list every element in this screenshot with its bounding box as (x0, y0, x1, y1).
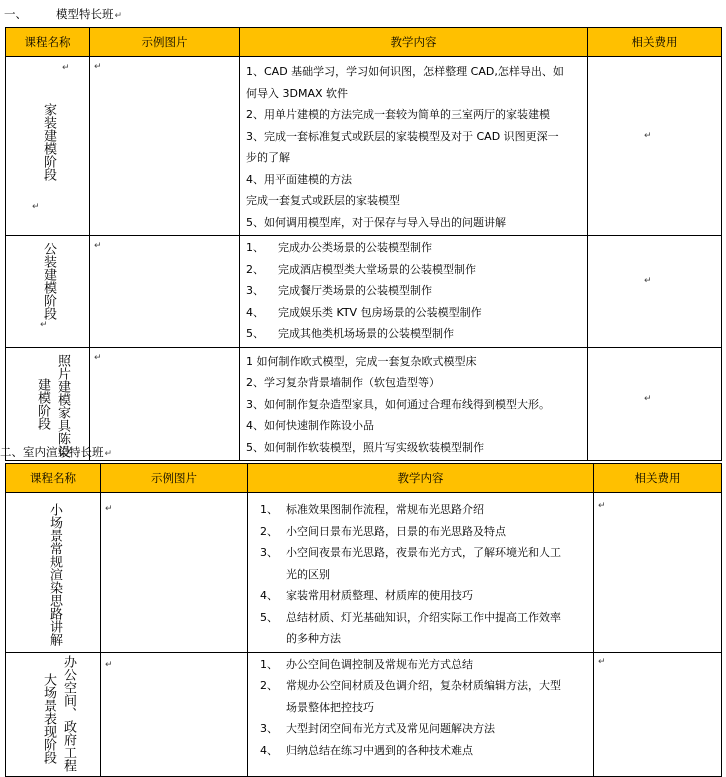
teaching-content-cell (248, 652, 594, 776)
table-row (6, 57, 722, 236)
header-fee: 相关费用 (588, 28, 722, 57)
content-item: 1、 办公空间色调控制及常规布光方式总结 (260, 657, 473, 671)
course-name-cell (6, 652, 101, 776)
example-image-cell: ↵ (90, 57, 240, 236)
content-line: 1、CAD 基础学习，学习如何识图，怎样整理 CAD,怎样导出、如 (246, 65, 564, 78)
fee-cell: ↵ (588, 347, 722, 461)
content-line: 1、 完成办公类场景的公装模型制作 (246, 241, 432, 254)
content-line: 2、 完成酒店模型类大堂场景的公装模型制作 (246, 262, 476, 276)
course-name-line-2: 建模阶段 (35, 377, 50, 430)
course-name-line-1: 照片建模家具陈设 (55, 353, 70, 458)
content-item: 3、 小空间夜景布光思路，夜景布光方式，了解环境光和人工 (260, 546, 561, 559)
example-image-cell: ↵ (101, 493, 248, 653)
content-line: 1 如何制作欧式模型，完成一套复杂欧式模型床 (246, 354, 477, 368)
model-course-table (5, 27, 722, 461)
content-line: 4、 完成娱乐类 KTV 包房场景的公装模型制作 (246, 305, 482, 319)
fee-cell: ↵ (588, 236, 722, 348)
teaching-content-cell (240, 57, 588, 236)
content-item-continued: 场景整体把控技巧 (286, 700, 374, 714)
course-name-cell (6, 493, 101, 653)
fee-cell: ↵ (588, 57, 722, 236)
course-name-cell: ↵ 家装建模阶段 ↵ (6, 57, 90, 236)
rendering-course-table (5, 463, 722, 777)
section-2-heading (0, 444, 112, 460)
section-1-number: 一、 (4, 7, 27, 21)
teaching-content-cell (240, 236, 588, 348)
content-item: 2、 小空间日景布光思路，日景的布光思路及特点 (260, 524, 506, 538)
content-item: 4、 归纳总结在练习中遇到的各种技术难点 (260, 743, 473, 757)
content-line: 何导入 3DMAX 软件 (246, 86, 349, 100)
table-row (6, 236, 722, 348)
section-1-title: 模型特长班 (56, 7, 114, 21)
course-name-line-2: 大场景表现阶段 (41, 672, 56, 764)
teaching-content-cell (248, 493, 594, 653)
header-course-name: 课程名称 (6, 464, 101, 493)
course-name-cell: 公装建模阶段 ↵ (6, 236, 90, 348)
content-line: 3、 完成餐厅类场景的公装模型制作 (246, 284, 432, 297)
table-row (6, 347, 722, 461)
header-example-image: 示例图片 (101, 464, 248, 493)
course-name: 公装建模阶段 (41, 242, 56, 320)
content-item-continued: 光的区别 (286, 567, 330, 581)
example-image-cell: ↵ (101, 652, 248, 776)
section-1-heading (4, 6, 122, 22)
example-image-cell: ↵ (90, 236, 240, 348)
fee-cell: ↵ (594, 652, 722, 776)
header-teaching-content: 教学内容 (240, 28, 588, 57)
content-line: 5、如何调用模型库，对于保存与导入导出的问题讲解 (246, 215, 506, 229)
course-name: 家装建模阶段 (41, 103, 56, 181)
table-row (6, 493, 722, 653)
content-line: 2、用单片建模的方法完成一套较为简单的三室两厅的家装建模 (246, 108, 550, 121)
header-teaching-content: 教学内容 (248, 464, 594, 493)
header-fee: 相关费用 (594, 464, 722, 493)
course-name-line-1: 办公空间、政府工程 (61, 654, 76, 772)
content-item-continued: 的多种方法 (286, 632, 341, 645)
example-image-cell: ↵ (90, 347, 240, 461)
content-item: 1、 标准效果图制作流程，常规布光思路介绍 (260, 503, 484, 516)
teaching-content-cell (240, 347, 588, 461)
fee-cell: ↵ (594, 493, 722, 653)
content-line: 4、如何快速制作陈设小品 (246, 419, 374, 432)
content-line: 5、 完成其他类机场场景的公装模型制作 (246, 327, 454, 340)
content-item: 4、 家装常用材质整理、材质库的使用技巧 (260, 589, 473, 602)
content-item: 5、 总结材质、灯光基础知识，介绍实际工作中提高工作效率 (260, 610, 561, 624)
content-item: 3、 大型封闭空间布光方式及常见问题解决方法 (260, 722, 495, 735)
header-course-name: 课程名称 (6, 28, 90, 57)
content-line: 3、完成一套标准复式或跃层的家装模型及对于 CAD 识图更深一 (246, 129, 559, 143)
content-line: 2、学习复杂背景墙制作（软包造型等） (246, 376, 440, 389)
paragraph-mark-icon: ↵ (114, 11, 123, 21)
section-2-title: 室内渲染特长班 (23, 445, 104, 459)
course-name: 小场景常规渲染思路讲解 (47, 503, 62, 646)
paragraph-mark-icon: ↵ (104, 449, 113, 459)
table-row (6, 652, 722, 776)
content-line: 3、如何制作复杂造型家具，如何通过合理布线得到模型大形。 (246, 397, 550, 411)
header-example-image: 示例图片 (90, 28, 240, 57)
content-line: 5、如何制作软装模型，照片写实级软装模型制作 (246, 440, 484, 454)
section-2-number: 二、 (0, 445, 23, 459)
content-line: 步的了解 (246, 151, 290, 164)
content-line: 完成一套复式或跃层的家装模型 (246, 194, 400, 207)
content-line: 4、用平面建模的方法 (246, 172, 352, 186)
content-item: 2、 常规办公空间材质及色调介绍，复杂材质编辑方法，大型 (260, 679, 561, 692)
